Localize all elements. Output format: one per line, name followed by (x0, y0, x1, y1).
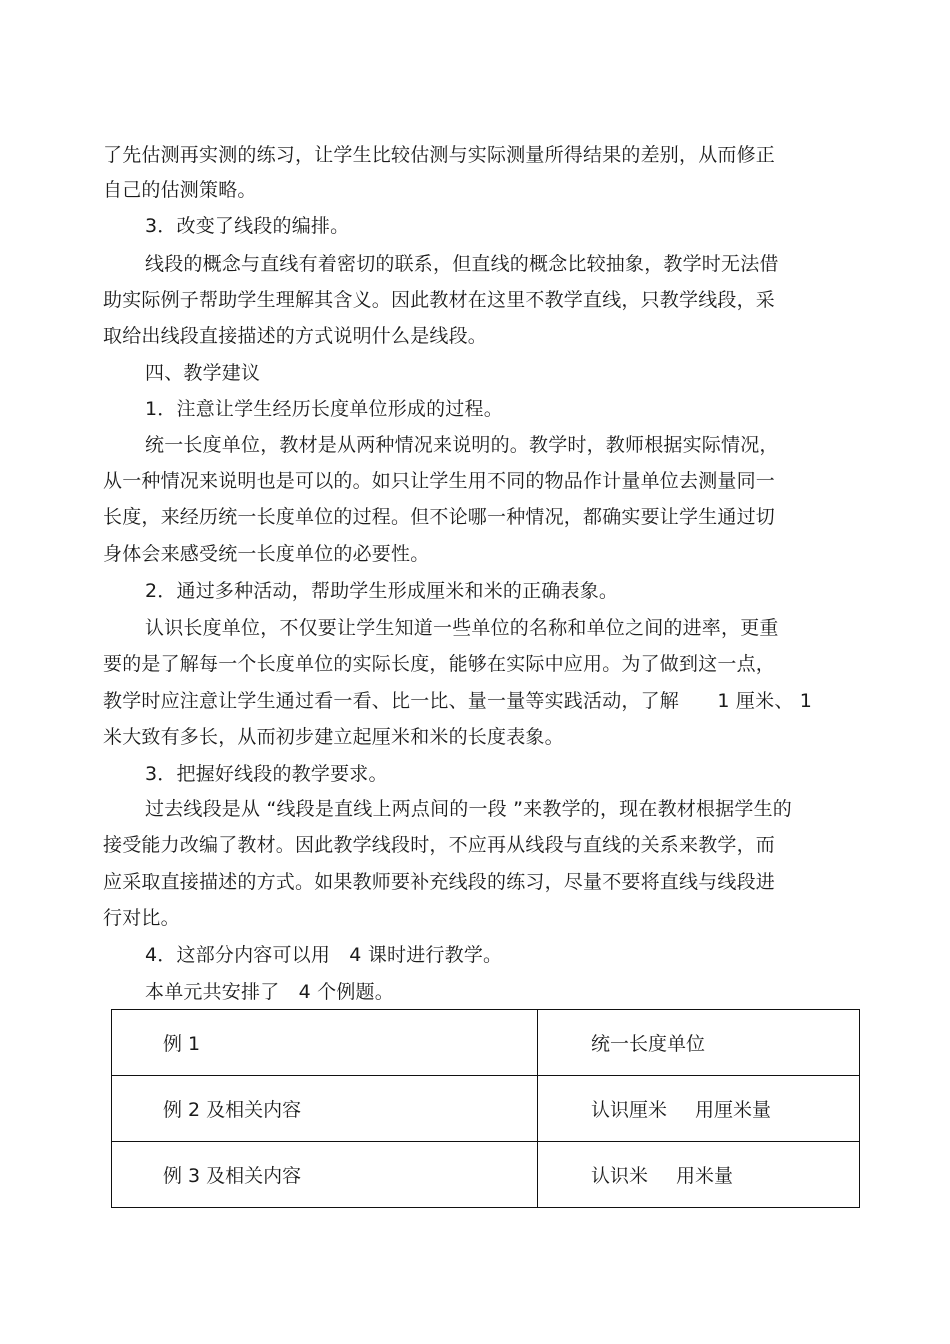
section-heading: 4．这部分内容可以用 4 课时进行教学。 (145, 944, 503, 966)
paragraph-line: 要的是了解每一个长度单位的实际长度，能够在实际中应用。为了做到这一点， (103, 653, 776, 675)
paragraph-line: 线段的概念与直线有着密切的联系，但直线的概念比较抽象，教学时无法借 (145, 253, 779, 275)
table-cell-example: 例 3 及相关内容 (112, 1142, 538, 1208)
paragraph-line: 自己的估测策略。 (103, 179, 257, 201)
paragraph-line: 应采取直接描述的方式。如果教师要补充线段的练习，尽量不要将直线与线段进 (103, 871, 776, 893)
section-heading: 2．通过多种活动，帮助学生形成厘米和米的正确表象。 (145, 580, 619, 602)
section-heading: 1．注意让学生经历长度单位形成的过程。 (145, 398, 503, 420)
table-row (112, 1076, 860, 1142)
section-heading: 3．改变了线段的编排。 (145, 215, 350, 237)
paragraph-line: 米大致有多长，从而初步建立起厘米和米的长度表象。 (103, 726, 564, 748)
paragraph-line: 从一种情况来说明也是可以的。如只让学生用不同的物品作计量单位去测量同一 (103, 470, 776, 492)
section-heading: 3．把握好线段的教学要求。 (145, 763, 388, 785)
table-row (112, 1142, 860, 1208)
paragraph-line: 接受能力改编了教材。因此教学线段时，不应再从线段与直线的关系来教学，而 (103, 834, 776, 856)
paragraph-line: 统一长度单位，教材是从两种情况来说明的。教学时，教师根据实际情况， (145, 434, 779, 456)
examples-table (111, 1009, 860, 1208)
paragraph-line: 本单元共安排了 4 个例题。 (145, 981, 394, 1003)
paragraph-line: 身体会来感受统一长度单位的必要性。 (103, 543, 430, 565)
table-cell-example: 例 2 及相关内容 (112, 1076, 538, 1142)
paragraph-line: 行对比。 (103, 907, 180, 929)
section-heading: 四、教学建议 (145, 362, 261, 384)
paragraph-line: 助实际例子帮助学生理解其含义。因此教材在这里不教学直线，只教学线段，采 (103, 289, 776, 311)
content-primary: 认识厘米 (591, 1099, 668, 1121)
content-primary: 统一长度单位 (591, 1033, 706, 1055)
paragraph-line: 长度，来经历统一长度单位的过程。但不论哪一种情况，都确实要让学生通过切 (103, 506, 776, 528)
table-cell-content (538, 1076, 860, 1142)
table-cell-content (538, 1010, 860, 1076)
table-row (112, 1010, 860, 1076)
content-secondary: 用米量 (676, 1165, 734, 1187)
paragraph-line: 过去线段是从 “线段是直线上两点间的一段 ”来教学的，现在教材根据学生的 (145, 798, 792, 820)
content-primary: 认识米 (591, 1165, 649, 1187)
paragraph-line: 认识长度单位，不仅要让学生知道一些单位的名称和单位之间的进率，更重 (145, 617, 779, 639)
paragraph-line: 了先估测再实测的练习，让学生比较估测与实际测量所得结果的差别，从而修正 (103, 144, 776, 166)
table-cell-content (538, 1142, 860, 1208)
paragraph-line: 取给出线段直接描述的方式说明什么是线段。 (103, 325, 488, 347)
paragraph-line: 教学时应注意让学生通过看一看、比一比、量一量等实践活动，了解 1 厘米、 1 (103, 690, 813, 712)
table-cell-example: 例 1 (112, 1010, 538, 1076)
content-secondary: 用厘米量 (695, 1099, 772, 1121)
